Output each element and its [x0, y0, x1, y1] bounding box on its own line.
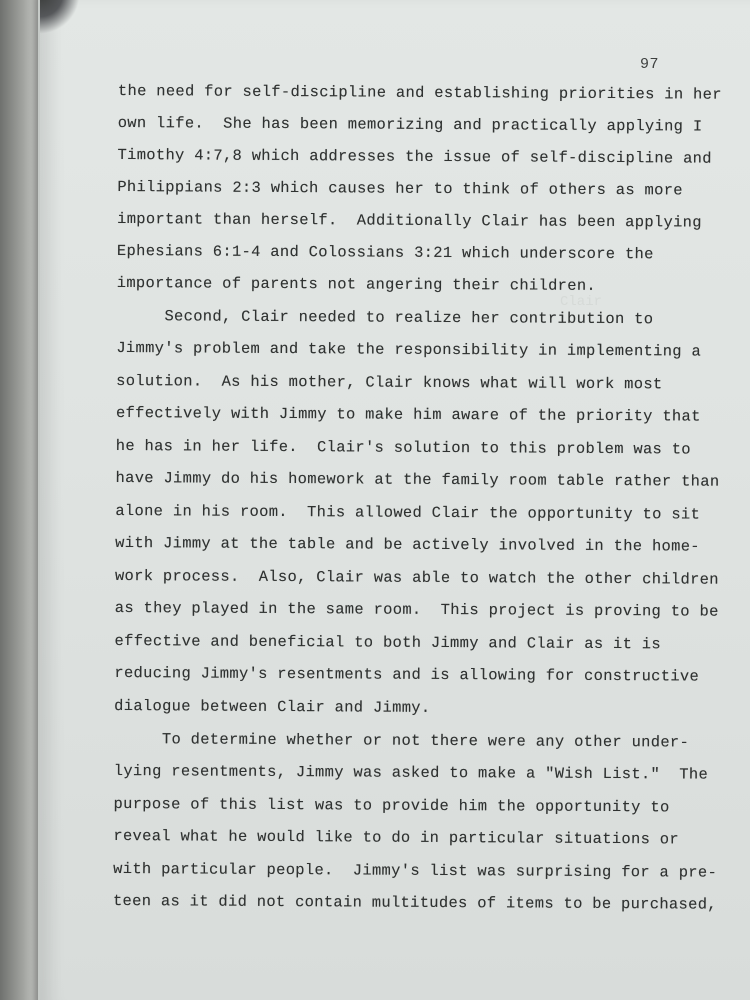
text-line: have Jimmy do his homework at the family room table rather than: [115, 468, 720, 491]
body-text: [112, 80, 748, 914]
text-line: own life. She has been memorizing and practically applying I: [117, 113, 703, 136]
text-line: lying resentments, Jimmy was asked to make a "Wish List." The: [113, 761, 709, 784]
page-corner-shadow: [40, 0, 80, 34]
document-page: [38, 0, 750, 1000]
text-line: To determine whether or not there were any other under-: [113, 729, 690, 752]
text-line: effectively with Jimmy to make him aware of the priority that: [115, 403, 701, 426]
text-line: importance of parents not angering their children.: [116, 273, 597, 295]
show-through-text: Clair: [560, 294, 603, 310]
text-line: the need for self-discipline and establishing priorities in her: [117, 81, 722, 104]
text-line: with Jimmy at the table and be actively involved in the home-: [115, 533, 700, 556]
text-line: important than herself. Additionally Clair has been applying: [117, 209, 702, 232]
text-line: effective and beneficial to both Jimmy and Clair as it is: [114, 631, 662, 654]
text-line: dialogue between Clair and Jimmy.: [114, 696, 431, 717]
text-line: work process. Also, Clair was able to watch the other children: [114, 566, 719, 589]
text-line: purpose of this list was to provide him the opportunity to: [113, 794, 670, 817]
text-line: Philippians 2:3 which causes her to think of others as more: [117, 177, 683, 200]
text-line: Second, Clair needed to realize her contribution to: [116, 306, 654, 329]
text-line: alone in his room. This allowed Clair the opportunity to sit: [115, 501, 701, 524]
text-line: as they played in the same room. This project is proving to be: [114, 598, 719, 621]
text-line: with particular people. Jimmy's list was surprising for a pre-: [113, 859, 718, 882]
text-line: Ephesians 6:1-4 and Colossians 3:21 which underscore the: [116, 241, 654, 264]
text-line: solution. As his mother, Clair knows what will work most: [116, 371, 663, 394]
text-line: Timothy 4:7,8 which addresses the issue of self-discipline and: [117, 145, 712, 168]
text-line: teen as it did not contain multitudes of items to be purchased,: [112, 891, 717, 914]
text-line: reducing Jimmy's resentments and is allowing for constructive: [114, 663, 700, 686]
page-number: 97: [640, 56, 660, 73]
text-line: he has in her life. Clair's solution to this problem was to: [115, 436, 691, 459]
text-line: Jimmy's problem and take the responsibility in implementing a: [116, 338, 702, 361]
text-line: reveal what he would like to do in particular situations or: [113, 826, 680, 849]
